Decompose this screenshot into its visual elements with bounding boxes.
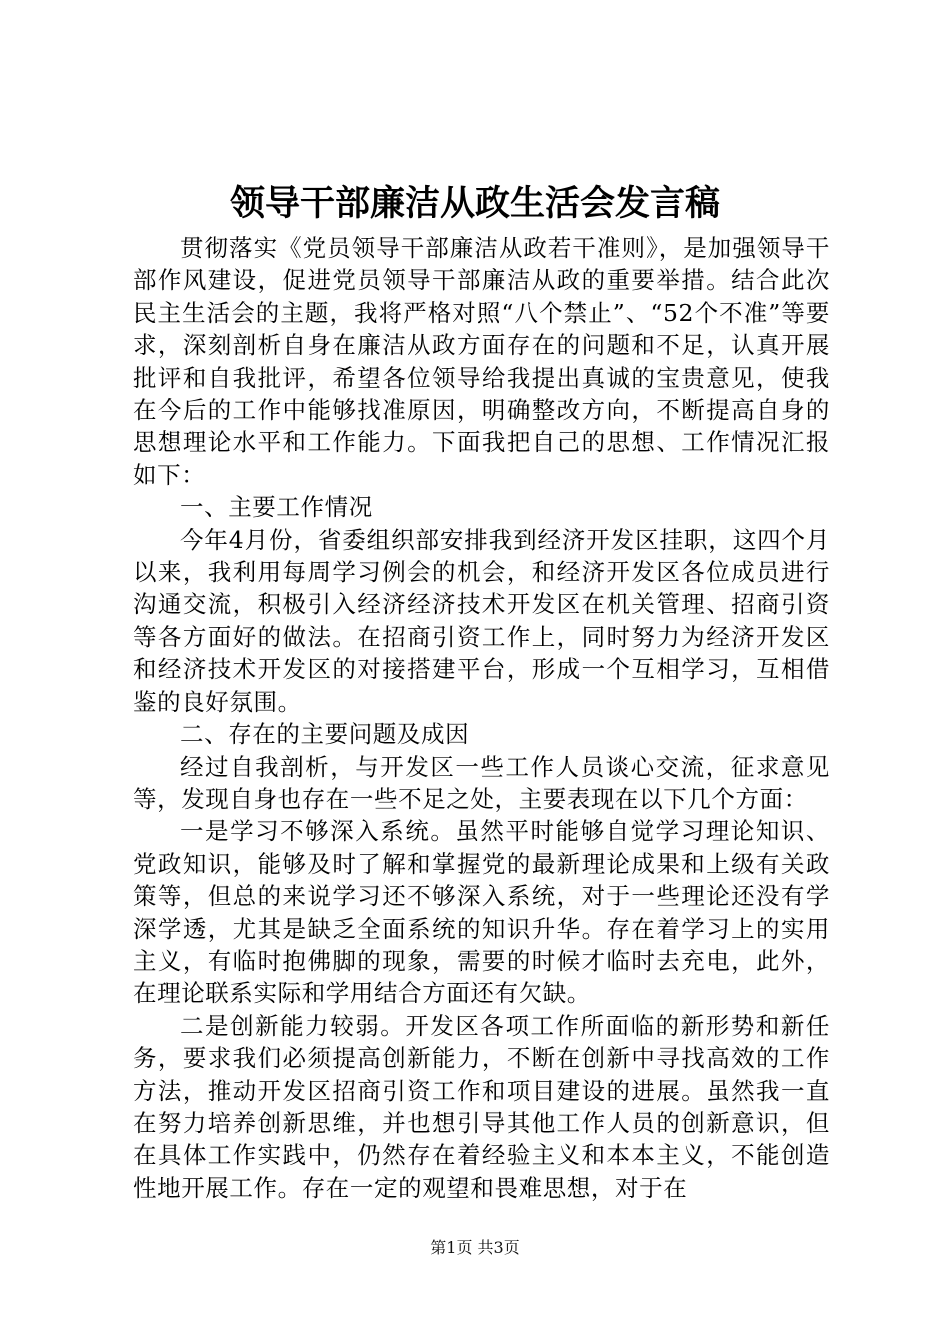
- section-heading-problems: 二、存在的主要问题及成因: [180, 720, 470, 749]
- page-number-footer: 第1页 共3页: [430, 1238, 520, 1257]
- paragraph-problem-study: 一是学习不够深入系统。虽然平时能够自觉学习理论知识、党政知识，能够及时了解和掌握党的最新理论成果和上级有关政策等，但总的来说学习还不够深入系统，对于一些理论还没有学深学透，尤其是缺乏全面系统的知识升华。存在着学习上的实用主义，有临时抱佛脚的现象，需要的时候才临时去充电，此外，在理论联系实际和学用结合方面还有欠缺。: [133, 817, 830, 1008]
- paragraph-problem-innovation: 二是创新能力较弱。开发区各项工作所面临的新形势和新任务，要求我们必须提高创新能力，不断在创新中寻找高效的工作方法，推动开发区招商引资工作和项目建设的进展。虽然我一直在努力培养创新思维，并也想引导其他工作人员的创新意识，但在具体工作实践中，仍然存在着经验主义和本本主义，不能创造性地开展工作。存在一定的观望和畏难思想，对于在: [133, 1011, 830, 1202]
- paragraph-problems-intro: 经过自我剖析，与开发区一些工作人员谈心交流，征求意见等，发现自身也存在一些不足之处，主要表现在以下几个方面：: [133, 752, 830, 813]
- section-heading-main-work: 一、主要工作情况: [180, 493, 373, 522]
- paragraph-main-work: 今年4月份，省委组织部安排我到经济开发区挂职，这四个月以来，我利用每周学习例会的机会，和经济开发区各位成员进行沟通交流，积极引入经济经济技术开发区在机关管理、招商引资等各方面好的做法。在招商引资工作上，同时努力为经济开发区和经济技术开发区的对接搭建平台，形成一个互相学习，互相借鉴的良好氛围。: [133, 525, 830, 716]
- document-title: 领导干部廉洁从政生活会发言稿: [229, 183, 720, 224]
- paragraph-intro: 贯彻落实《党员领导干部廉洁从政若干准则》，是加强领导干部作风建设，促进党员领导干部廉洁从政的重要举措。结合此次民主生活会的主题，我将严格对照“八个禁止”、“52个不准”等要求，深刻剖析自身在廉洁从政方面存在的问题和不足，认真开展批评和自我批评，希望各位领导给我提出真诚的宝贵意见，使我在今后的工作中能够找准原因，明确整改方向，不断提高自身的思想理论水平和工作能力。下面我把自己的思想、工作情况汇报如下：: [133, 234, 830, 489]
- document-body: [133, 232, 830, 1204]
